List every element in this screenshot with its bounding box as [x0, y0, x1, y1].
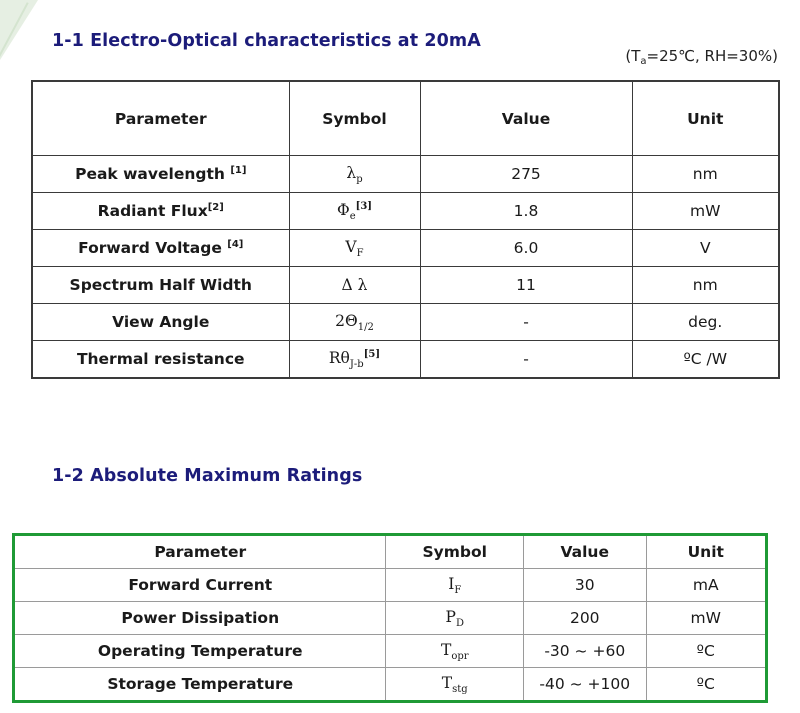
table-row [32, 341, 779, 379]
parameter-cell [32, 267, 289, 304]
parameter-cell [14, 602, 386, 635]
symbol-cell [289, 267, 420, 304]
unit-cell [646, 602, 767, 635]
unit-cell [632, 230, 779, 267]
col-header-unit: Unit [646, 535, 767, 569]
symbol-subscript: F [454, 584, 462, 596]
unit-cell [646, 569, 767, 602]
symbol-subscript: p [356, 173, 363, 185]
unit-cell [646, 635, 767, 668]
corner-decoration [0, 0, 38, 60]
symbol-base: T [441, 673, 453, 692]
value-cell [420, 156, 632, 193]
value-text: 30 [574, 576, 595, 594]
value-text: - [523, 350, 529, 368]
unit-cell [632, 341, 779, 379]
symbol-subscript: opr [451, 650, 469, 662]
col-header-symbol: Symbol [386, 535, 524, 569]
col-header-value: Value [420, 81, 632, 156]
section-1-title: 1-1 Electro-Optical characteristics at 20mA [52, 31, 481, 51]
value-text: -30 ~ +60 [544, 642, 626, 660]
unit-text: ºC /W [683, 350, 728, 368]
unit-text: ºC [696, 675, 715, 693]
symbol-cell [386, 602, 524, 635]
symbol-cell [289, 341, 420, 379]
symbol-cell [289, 193, 420, 230]
symbol-base: I [448, 574, 455, 593]
table-row [32, 193, 779, 230]
parameter-cell [32, 230, 289, 267]
parameter-name: Radiant Flux [97, 202, 208, 220]
unit-cell [632, 304, 779, 341]
table-row [32, 230, 779, 267]
col-header-value: Value [524, 535, 646, 569]
parameter-name: Operating Temperature [97, 642, 303, 660]
value-cell [524, 668, 646, 702]
parameter-name: Forward Current [128, 576, 273, 594]
symbol-footnote-ref: [3] [355, 200, 373, 212]
unit-text: mW [690, 609, 721, 627]
value-text: 200 [569, 609, 600, 627]
unit-text: deg. [688, 313, 723, 331]
section-2-title: 1-2 Absolute Maximum Ratings [52, 466, 363, 486]
symbol-base: P [445, 607, 456, 626]
absolute-max-ratings-table [12, 533, 768, 703]
unit-text: mA [692, 576, 719, 594]
col-header-symbol: Symbol [289, 81, 420, 156]
symbol-base: Φ [336, 200, 350, 219]
unit-cell [632, 156, 779, 193]
unit-text: mW [690, 202, 721, 220]
symbol-base: 2Θ [335, 311, 358, 330]
parameter-cell [14, 668, 386, 702]
symbol-subscript: D [455, 617, 464, 629]
unit-cell [632, 267, 779, 304]
unit-text: ºC [696, 642, 715, 660]
parameter-name: Power Dissipation [121, 609, 280, 627]
col-header-parameter: Parameter [32, 81, 289, 156]
unit-text: nm [692, 276, 718, 294]
symbol-base: V [345, 237, 357, 256]
value-text: - [523, 313, 529, 331]
value-cell [524, 602, 646, 635]
unit-cell [632, 193, 779, 230]
parameter-cell [14, 635, 386, 668]
symbol-cell [289, 156, 420, 193]
symbol-subscript: 1/2 [357, 321, 374, 333]
value-cell [420, 341, 632, 379]
parameter-name: View Angle [112, 313, 210, 331]
value-text: -40 ~ +100 [539, 675, 631, 693]
table-header-row [14, 535, 767, 569]
parameter-name: Forward Voltage [78, 239, 228, 257]
symbol-subscript: J-b [349, 358, 364, 370]
symbol-subscript: stg [452, 683, 468, 695]
parameter-name: Storage Temperature [107, 675, 294, 693]
footnote-ref: [1] [230, 165, 247, 176]
value-cell [420, 193, 632, 230]
parameter-cell [32, 193, 289, 230]
unit-cell [646, 668, 767, 702]
table-row [32, 267, 779, 304]
value-text: 275 [511, 165, 541, 183]
footnote-ref: [2] [207, 202, 224, 213]
table-row [32, 304, 779, 341]
symbol-cell [289, 304, 420, 341]
col-header-parameter: Parameter [14, 535, 386, 569]
symbol-cell [289, 230, 420, 267]
conditions-prefix: (T [625, 47, 641, 65]
value-text: 6.0 [513, 239, 539, 257]
value-text: 11 [516, 276, 536, 294]
value-cell [524, 635, 646, 668]
parameter-name: Thermal resistance [76, 350, 245, 368]
table-row [14, 668, 767, 702]
conditions-suffix: =25℃, RH=30%) [646, 47, 778, 65]
value-cell [524, 569, 646, 602]
symbol-cell [386, 635, 524, 668]
electro-optical-table [31, 80, 780, 379]
table-header-row [32, 81, 779, 156]
parameter-cell [14, 569, 386, 602]
table-row [32, 156, 779, 193]
test-conditions [625, 47, 778, 67]
symbol-subscript: F [356, 247, 364, 259]
symbol-base: Rθ [328, 348, 350, 367]
parameter-name: Peak wavelength [75, 165, 231, 183]
table-row [14, 569, 767, 602]
value-cell [420, 267, 632, 304]
parameter-name: Spectrum Half Width [69, 276, 252, 294]
symbol-cell [386, 569, 524, 602]
value-cell [420, 230, 632, 267]
value-cell [420, 304, 632, 341]
parameter-cell [32, 156, 289, 193]
conditions-subscript: a [640, 56, 647, 67]
symbol-cell [386, 668, 524, 702]
symbol-footnote-ref: [5] [363, 348, 381, 360]
symbol-base: Δ λ [341, 276, 368, 294]
symbol-subscript: e [349, 210, 356, 222]
parameter-cell [32, 341, 289, 379]
unit-text: nm [692, 165, 718, 183]
unit-text: V [699, 239, 711, 257]
parameter-cell [32, 304, 289, 341]
footnote-ref: [4] [227, 239, 244, 250]
table-row [14, 602, 767, 635]
value-text: 1.8 [513, 202, 539, 220]
col-header-unit: Unit [632, 81, 779, 156]
symbol-base: T [440, 640, 452, 659]
symbol-base: λ [346, 163, 357, 182]
table-row [14, 635, 767, 668]
